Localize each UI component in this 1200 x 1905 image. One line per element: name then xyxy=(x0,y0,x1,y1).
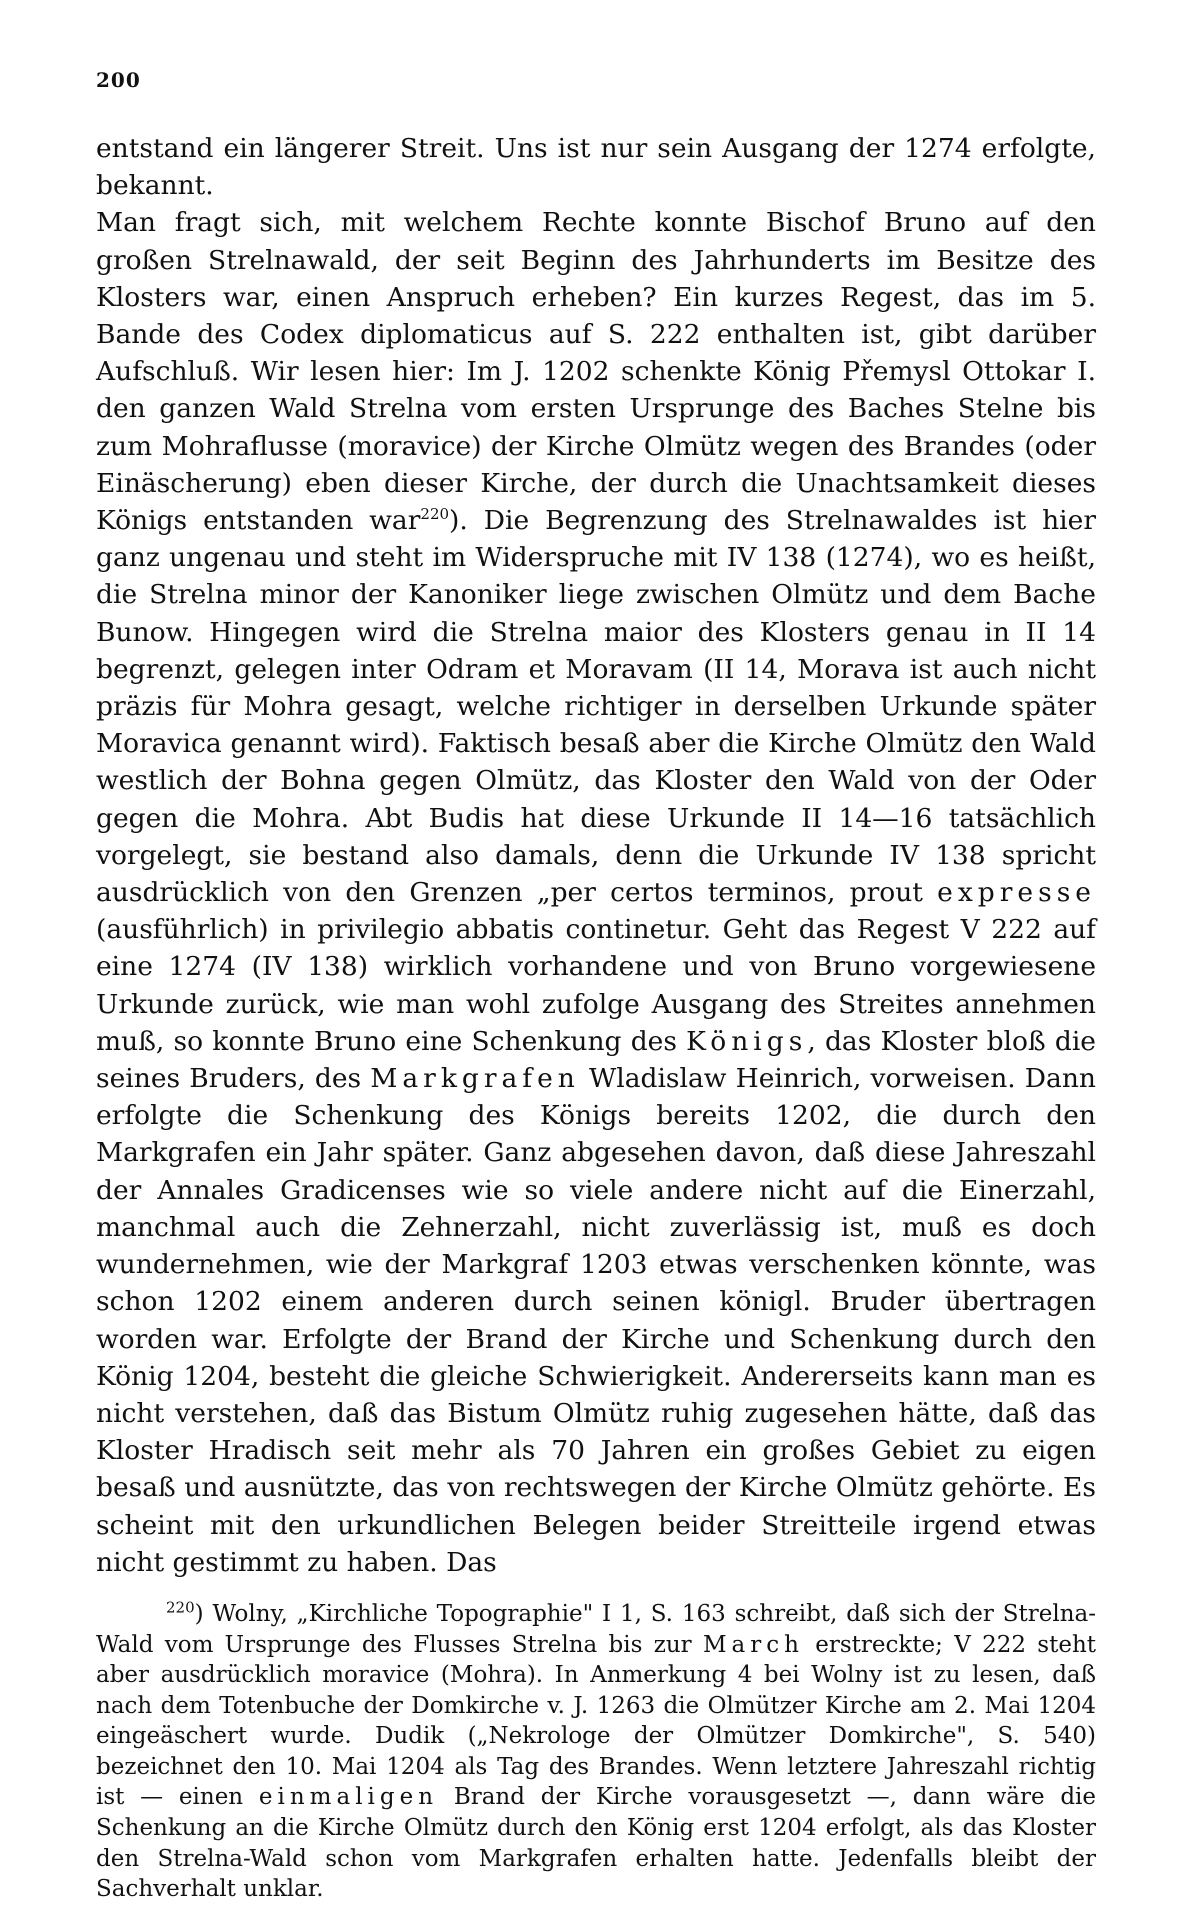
footnote-220 xyxy=(96,1599,1096,1905)
emphasis-expresse: expresse xyxy=(937,877,1096,909)
footnote-part-3: Brand der Kirche vorausgesetzt —, dann wäre die Schenkung an die Kirche Olmütz durch den König erst 1204 erfolgt, als das Kloster den Strelna-Wald schon vom Markgrafen erhalten hatte. Jedenfalls bleibt der Sachverhalt unklar. xyxy=(96,1784,1097,1903)
paragraph-1: entstand ein längerer Streit. Uns ist nur sein Ausgang der 1274 erfolgte, bekannt. xyxy=(96,133,1096,202)
document-page xyxy=(96,60,1096,1905)
paragraph-2-part-a: Man fragt sich, mit welchem Rechte konnte Bischof Bruno auf den großen Strelnawald, der seit Beginn des Jahrhunderts im Besitze des Klosters war, einen Anspruch erheben? Ein kurzes Regest, das im 5. Bande des Codex diplomaticus auf S. 222 enthalten ist, gibt darüber Aufschluß. Wir lesen hier: Im J. 1202 schenkte König Přemysl Ottokar I. den ganzen Wald Strelna vom ersten Ursprunge des Baches Stelne bis zum Mohraflusse (moravice) der Kirche Olmütz wegen des Brandes (oder Einäscherung) eben dieser Kirche, der durch die Unachtsamkeit dieses Königs entstanden war xyxy=(96,207,1096,537)
footnote-mark: 220 xyxy=(166,1598,195,1617)
footnote-part-1: ) Wolny, „Kirchliche Topographie" I 1, S. 163 schreibt, daß sich der Strelna-Wald vom Ursprunge des Flusses Strelna bis zur xyxy=(96,1600,1096,1658)
emphasis-march: March xyxy=(702,1631,804,1658)
emphasis-einmaligen: einmaligen xyxy=(258,1784,439,1811)
emphasis-markgrafen: Markgrafen xyxy=(370,1063,580,1095)
footnote xyxy=(96,1599,1096,1905)
paragraph-2-part-c: (ausführlich) in privilegio abbatis continetur. Geht das Regest V 222 auf eine 1274 (IV 138) wirklich vorhandene und von Bruno vorgewiesene Urkunde zurück, wie man wohl zufolge Ausgang des Streites annehmen muß, so konnte Bruno eine Schenkung des xyxy=(96,914,1096,1057)
paragraph-2-part-b: ). Die Begrenzung des Strelnawaldes ist hier ganz ungenau und steht im Widerspruche mit IV 138 (1274), wo es heißt, die Strelna minor der Kanoniker liege zwischen Olmütz und dem Bache Bunow. Hingegen wird die Strelna maior des Klosters genau in II 14 begrenzt, gelegen inter Odram et Moravam (II 14, Morava ist auch nicht präzis für Mohra gesagt, welche richtiger in derselben Urkunde später Moravica genannt wird). Faktisch besaß aber die Kirche Olmütz den Wald westlich der Bohna gegen Olmütz, das Kloster den Wald von der Oder gegen die Mohra. Abt Budis hat diese Urkunde II 14—16 tatsächlich vorgelegt, sie bestand also damals, denn die Urkunde IV 138 spricht ausdrücklich von den Grenzen „per certos terminos, prout xyxy=(96,505,1096,909)
emphasis-koenigs: Königs xyxy=(686,1025,808,1057)
page-number: 200 xyxy=(96,68,141,92)
footnote-reference[interactable]: 220 xyxy=(420,505,450,524)
paragraph-2-part-e: Wladislaw Heinrich, vorweisen. Dann erfolgte die Schenkung des Königs bereits 1202, die durch den Markgrafen ein Jahr später. Ganz abgesehen davon, daß diese Jahreszahl der Annales Gradicenses wie so viele andere nicht auf die Einerzahl, manchmal auch die Zehnerzahl, nicht zuverlässig ist, muß es doch wundernehmen, wie der Markgraf 1203 etwas verschenken könnte, was schon 1202 einem anderen durch seinen königl. Bruder übertragen worden war. Erfolgte der Brand der Kirche und Schenkung durch den König 1204, besteht die gleiche Schwierigkeit. Andererseits kann man es nicht verstehen, daß das Bistum Olmütz ruhig zugesehen hätte, daß das Kloster Hradisch seit mehr als 70 Jahren ein großes Gebiet zu eigen besaß und ausnützte, das von rechtswegen der Kirche Olmütz gehörte. Es scheint mit den urkundlichen Belegen beider Streitteile irgend etwas nicht gestimmt zu haben. Das xyxy=(96,1063,1096,1578)
paragraph-2-part-d: , das Kloster bloß die seines Bruders, des xyxy=(96,1025,1096,1095)
main-text xyxy=(96,130,1096,1581)
footnote-part-2: erstreckte; V 222 steht aber ausdrücklich moravice (Mohra). In Anmerkung 4 bei Wolny ist zu lesen, daß nach dem Totenbuche der Domkirche v. J. 1263 die Olmützer Kirche am 2. Mai 1204 eingeäschert wurde. Dudik („Nekrologe der Olmützer Domkirche", S. 540) bezeichnet den 10. Mai 1204 als Tag des Brandes. Wenn letztere Jahreszahl richtig ist — einen xyxy=(96,1631,1097,1811)
paragraph-2 xyxy=(96,204,1096,1581)
